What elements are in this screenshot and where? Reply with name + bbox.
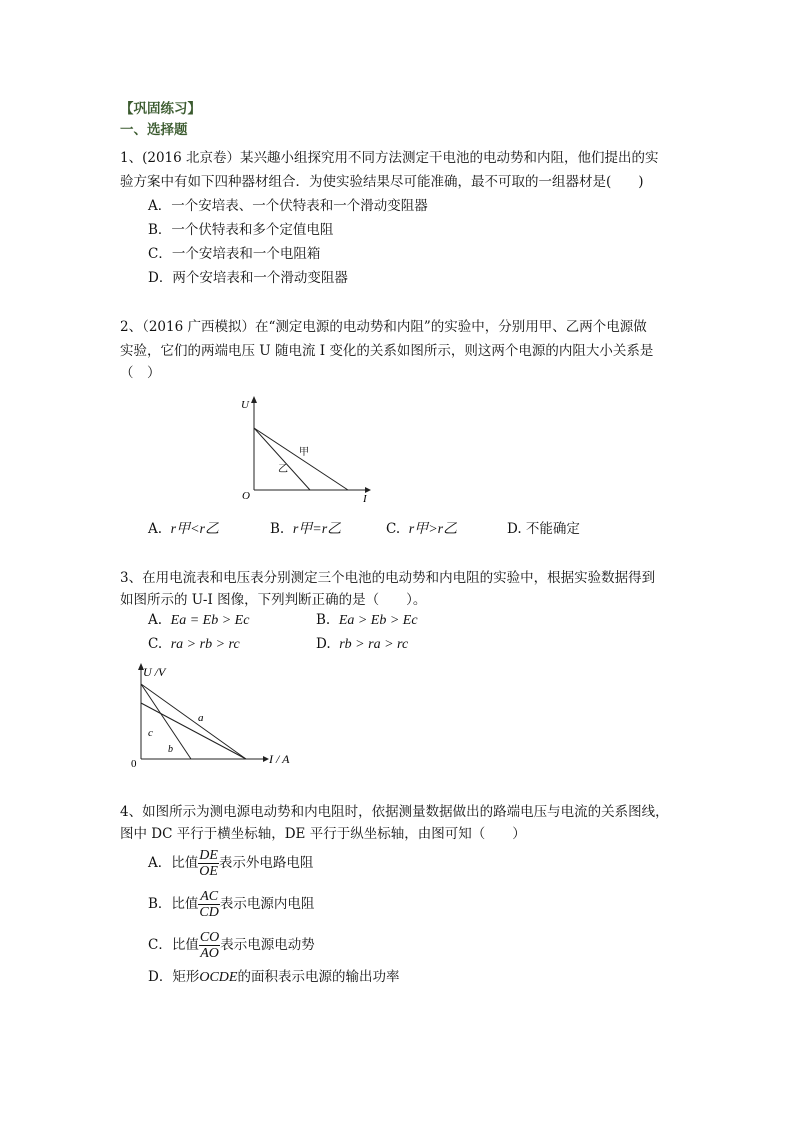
q2-b-right: r乙 xyxy=(321,522,342,537)
q4-a-num: DE xyxy=(199,848,218,863)
q4-b-fraction xyxy=(198,889,219,920)
q2-b-left: r甲 xyxy=(292,522,313,537)
q3-d-label: D. xyxy=(316,636,331,652)
q2-line2: 实验，它们的两端电压 U 随电流 I 变化的关系如图所示，则这两个电源的内阻大小关系是 xyxy=(120,343,654,359)
q2-ui-graph xyxy=(230,395,380,505)
q1-option-b: B．一个伏特表和多个定值电阻 xyxy=(148,222,334,238)
q3-line1: 3、在用电流表和电压表分别测定三个电池的电动势和内电阻的实验中，根据实验数据得到 xyxy=(120,570,656,586)
q3-a-label: A. xyxy=(148,612,163,628)
q4-a-prefix: A．比值 xyxy=(148,855,199,871)
q2-a-op: < xyxy=(190,522,200,537)
q2-a-right: r乙 xyxy=(199,522,219,537)
q4-d-math: OCDE xyxy=(199,970,238,985)
q1-line2: 验方案中有如下四种器材组合．为使实验结果尽可能准确，最不可取的一组器材是( ) xyxy=(120,174,644,190)
q4-option-b xyxy=(148,887,314,921)
q1-option-a: A．一个安培表、一个伏特表和一个滑动变阻器 xyxy=(148,198,428,214)
q2-b-op: = xyxy=(312,522,322,537)
section-title: 【巩固练习】 xyxy=(120,101,201,117)
q4-b-suffix: 表示电源内电阻 xyxy=(219,896,315,912)
q2-option-d: D. 不能确定 xyxy=(507,521,580,537)
q4-option-c xyxy=(148,928,315,962)
q3-option-b xyxy=(316,608,418,633)
q3-c-expr: ra > rb > rc xyxy=(170,637,240,652)
q3-line-b xyxy=(141,684,191,759)
q3-line2: 如图所示的 U-I 图像，下列判断正确的是（ ）。 xyxy=(120,592,427,608)
q3-y-label: U /V xyxy=(143,665,166,679)
q3-origin: 0 xyxy=(131,758,137,770)
q4-d-suffix: 的面积表示电源的输出功率 xyxy=(237,969,400,985)
q2-label-yi: 乙 xyxy=(278,464,288,475)
q2-origin: O xyxy=(242,490,250,502)
q2-line3: （ ） xyxy=(120,365,161,381)
q3-c-label: C. xyxy=(148,636,163,652)
q3-x-label: I / A xyxy=(269,752,290,766)
q1-option-d: D．两个安培表和一个滑动变阻器 xyxy=(148,270,348,286)
q4-c-num: CO xyxy=(199,930,220,945)
q2-x-label: I xyxy=(363,493,367,505)
q2-option-b xyxy=(270,517,341,542)
q2-a-left: r甲 xyxy=(170,522,191,537)
q4-a-den: OE xyxy=(199,864,218,879)
q2-y-label: U xyxy=(241,399,249,411)
q2-line1: 2、（2016 广西模拟）在“测定电源的电动势和内阻”的实验中，分别用甲、乙两个电源做 xyxy=(120,319,647,335)
q3-option-a xyxy=(148,608,249,633)
q2-y-arrow xyxy=(251,396,257,403)
q4-d-prefix: D．矩形 xyxy=(148,969,200,985)
q4-b-den: CD xyxy=(199,905,219,920)
q3-option-d xyxy=(316,632,408,657)
q2-c-label: C. xyxy=(386,521,401,537)
q4-a-fraction xyxy=(198,848,219,879)
q2-option-c xyxy=(386,517,457,542)
q3-label-b: b xyxy=(168,744,173,755)
q1-line1: 1、(2016 北京卷）某兴趣小组探究用不同方法测定干电池的电动势和内阻，他们提出的实 xyxy=(120,150,659,166)
q2-option-a xyxy=(148,517,219,542)
q2-a-label: A. xyxy=(148,521,163,537)
q3-label-a: a xyxy=(198,712,204,724)
q4-b-num: AC xyxy=(200,889,219,904)
q4-c-fraction xyxy=(199,930,220,961)
q3-option-c xyxy=(148,632,240,657)
q4-option-d xyxy=(148,965,399,990)
q2-b-label: B. xyxy=(270,521,285,537)
q4-line2: 图中 DC 平行于横坐标轴，DE 平行于纵坐标轴，由图可知（ ） xyxy=(120,826,526,842)
q3-b-expr: Ea > Eb > Ec xyxy=(338,613,418,628)
section-subtitle: 一、选择题 xyxy=(120,122,188,138)
q4-c-den: AO xyxy=(200,946,219,961)
q3-line-c xyxy=(141,703,246,759)
q3-line-a xyxy=(141,684,246,759)
q4-line1: 4、如图所示为测电源电动势和内电阻时，依据测量数据做出的路端电压与电流的关系图线， xyxy=(120,804,669,820)
q3-ui-graph xyxy=(125,660,300,770)
q3-label-c: c xyxy=(148,727,153,739)
q4-b-prefix: B．比值 xyxy=(148,896,199,912)
q3-a-expr: Ea = Eb > Ec xyxy=(170,613,250,628)
q4-a-suffix: 表示外电路电阻 xyxy=(218,855,314,871)
q3-b-label: B. xyxy=(316,612,331,628)
q3-d-expr: rb > ra > rc xyxy=(339,637,409,652)
q4-c-suffix: 表示电源电动势 xyxy=(220,937,315,953)
q1-option-c: C．一个安培表和一个电阻箱 xyxy=(148,246,321,262)
q2-c-op: > xyxy=(428,522,438,537)
q4-c-prefix: C．比值 xyxy=(148,937,199,953)
q2-label-jia: 甲 xyxy=(299,447,309,458)
q2-c-left: r甲 xyxy=(408,522,429,537)
q4-option-a xyxy=(148,846,313,880)
q2-c-right: r乙 xyxy=(437,522,458,537)
